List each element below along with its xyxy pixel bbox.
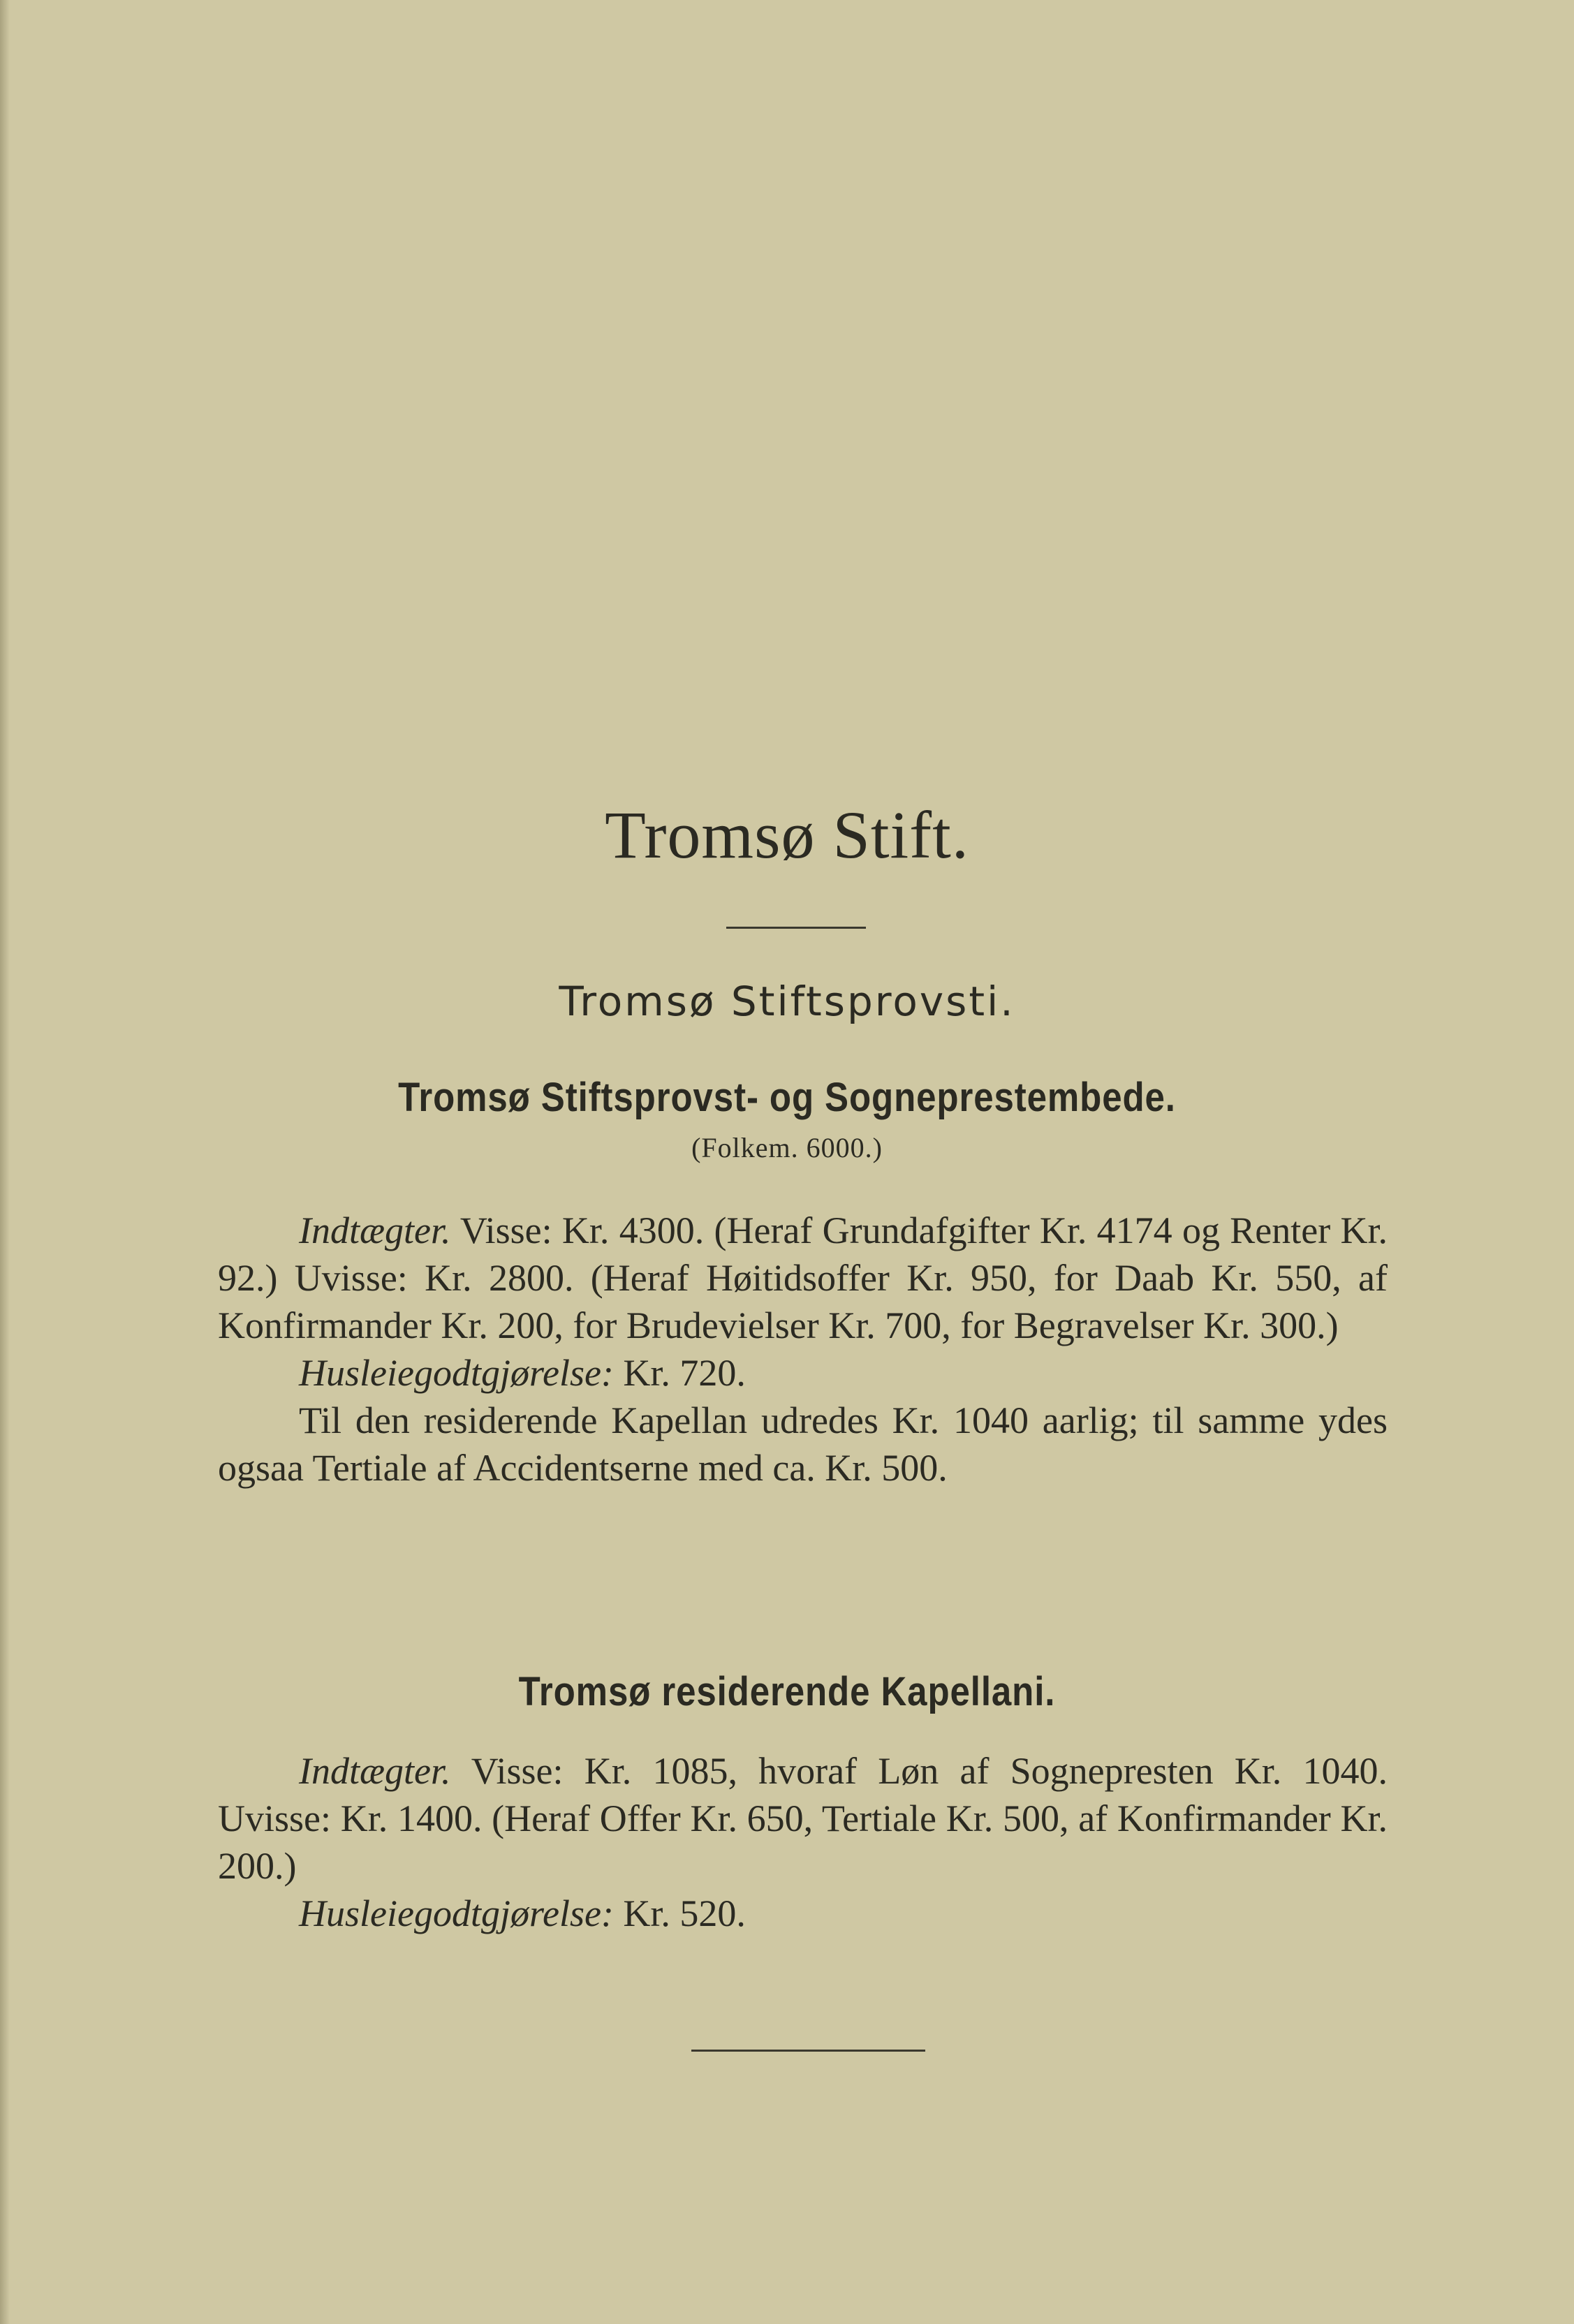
population-note: (Folkem. 6000.) — [691, 1132, 883, 1163]
section-title: Tromsø Stiftsprovsti. — [559, 978, 1015, 1025]
chaplaincy-rent-paragraph — [218, 1890, 1388, 1937]
chaplain-paragraph: Til den residerende Kapellan udredes Kr. 1040 aarlig; til samme ydes ogsaa Tertiale af Accidentserne med ca. Kr. 500. — [218, 1399, 1388, 1489]
rent-label: Husleiegodtgjørelse: — [299, 1352, 614, 1394]
chaplaincy-rent-label: Husleiegodtgjørelse: — [299, 1892, 614, 1934]
chaplaincy-income-paragraph — [218, 1747, 1388, 1890]
income-text: Visse: Kr. 4300. (Heraf Grundafgifter Kr. 4174 og Renter Kr. 92.) Uvisse: Kr. 2800. (Heraf Høitidsoffer Kr. 950, for Daab Kr. 550, af Konfirmander Kr. 200, for Brudevielser Kr. 700, for Begravelser Kr. 300.) — [218, 1209, 1388, 1346]
chaplaincy-income-label: Indtægter. — [299, 1750, 451, 1792]
rent-paragraph — [218, 1349, 1388, 1397]
chaplaincy-rent-text: Kr. 520. — [623, 1892, 746, 1934]
chaplaincy-details — [218, 1747, 1388, 1937]
chaplaincy-income-text: Visse: Kr. 1085, hvoraf Løn af Sognepresten Kr. 1040. Uvisse: Kr. 1400. (Heraf Offer Kr. 650, Tertiale Kr. 500, af Konfirmander Kr. 200.) — [218, 1750, 1388, 1887]
rent-text: Kr. 720. — [623, 1352, 746, 1394]
income-paragraph — [218, 1207, 1388, 1349]
end-rule — [691, 2050, 925, 2052]
office-title: Tromsø Stiftsprovst- og Sogneprestembede. — [398, 1075, 1176, 1120]
office-details — [218, 1207, 1388, 1492]
chaplaincy-title: Tromsø residerende Kapellani. — [518, 1669, 1056, 1714]
income-label: Indtægter. — [299, 1209, 451, 1251]
main-title: Tromsø Stift. — [605, 797, 969, 872]
divider-rule — [726, 927, 866, 929]
